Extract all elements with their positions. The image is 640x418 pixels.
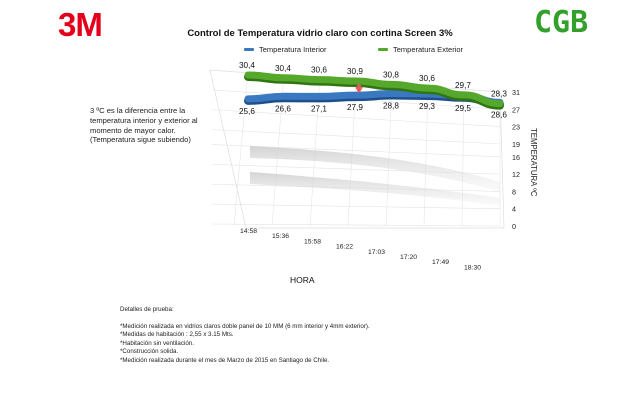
legend-label-exterior: Temperatura Exterior [393, 45, 464, 54]
data-label: 27,9 [347, 103, 363, 113]
data-label: 26,6 [275, 104, 291, 114]
x-tick-label: 18:30 [464, 264, 482, 272]
data-label: 29,7 [455, 80, 471, 90]
cgb-logo: CGB [534, 5, 589, 40]
x-tick-label: 16:22 [336, 243, 354, 251]
details-line: *Construcción solida. [120, 348, 179, 355]
test-details [120, 306, 370, 365]
data-label: 30,6 [419, 74, 435, 84]
data-label: 30,4 [275, 63, 291, 73]
y-tick-label: 23 [512, 122, 520, 132]
x-tick-label: 15:58 [304, 238, 322, 246]
3m-logo: 3M [58, 6, 102, 43]
details-line: *Medición realizada durante el mes de Marzo de 2015 en Santiago de Chile. [120, 356, 330, 364]
data-label: 30,8 [383, 70, 399, 80]
legend-label-interior: Temperatura Interior [259, 45, 327, 54]
x-tick-label: 17:20 [400, 254, 418, 261]
y-tick-label: 31 [512, 88, 520, 97]
x-axis-title: HORA [290, 275, 315, 285]
details-line: *Habitación sin ventilación. [120, 339, 194, 347]
data-label: 29,5 [455, 103, 471, 113]
x-tick-label: 15:36 [272, 233, 290, 241]
x-tick-label: 17:49 [432, 259, 450, 267]
data-label: 28,6 [491, 110, 507, 120]
y-tick-label: 8 [512, 187, 516, 197]
chart-title: Control de Temperatura vidrio claro con cortina Screen 3% [187, 28, 453, 39]
data-label: 27,1 [311, 104, 327, 114]
details-line: *Medidas de habitación : 2,55 x 3.15 Mts. [120, 331, 234, 338]
data-label: 28,3 [491, 89, 507, 99]
temperature-difference-note: 3 ºC es la diferencia entre la temperatura interior y exterior al momento de mayor calor. (Temperatura sigue subiendo) [90, 106, 198, 145]
x-tick-label: 14:58 [240, 228, 258, 235]
data-label: 25,6 [239, 106, 255, 116]
y-axis-title: TEMPERATURA ºC [529, 128, 538, 197]
data-label: 29,3 [419, 101, 435, 111]
data-label: 30,6 [311, 65, 327, 75]
y-tick-label: 4 [512, 204, 516, 214]
details-heading: Detalles de prueba: [120, 306, 174, 313]
y-tick-label: 0 [512, 222, 516, 231]
details-line: *Medición realizada en vidrios claros doble panel de 10 MM (6 mm interior y 4mm exterior). [120, 322, 370, 330]
y-tick-label: 12 [512, 170, 520, 180]
data-label: 28,8 [383, 101, 399, 111]
x-tick-label: 17:03 [368, 248, 386, 256]
data-label: 30,4 [239, 60, 255, 70]
y-tick-label: 16 [512, 152, 520, 162]
y-tick-label: 19 [512, 139, 520, 149]
y-tick-label: 27 [512, 105, 520, 115]
data-label: 30,9 [347, 67, 363, 77]
